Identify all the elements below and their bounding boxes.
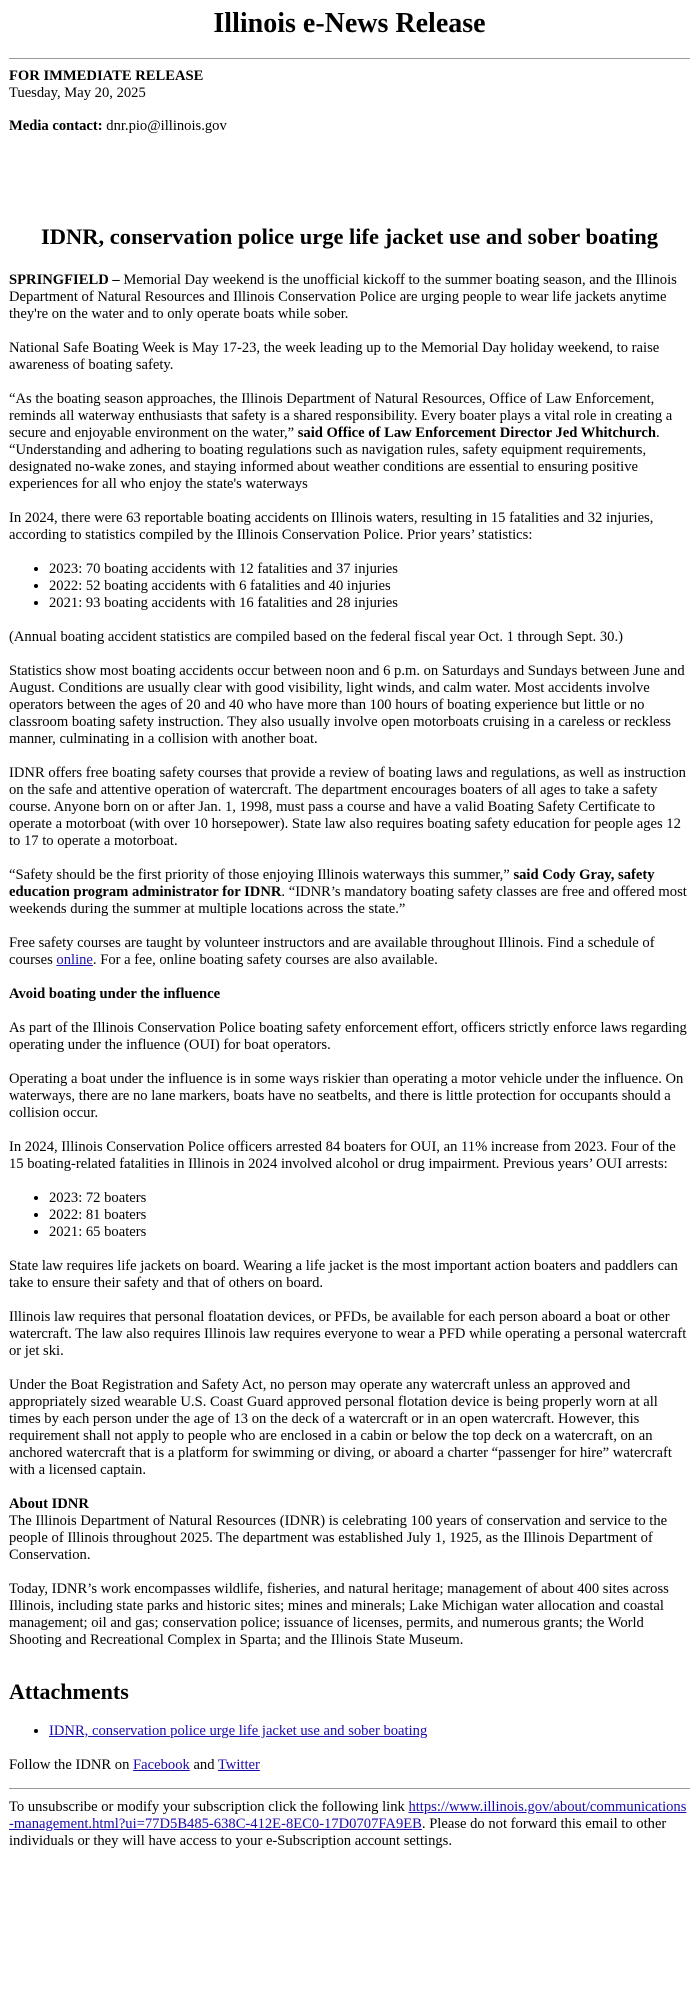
about-heading: About IDNR xyxy=(9,1496,89,1512)
paragraph-accident-patterns: Statistics show most boating accidents occur between noon and 6 p.m. on Saturdays and Sundays between June and August. Conditions are usually clear with good visibility, light winds, and calm water. Most accidents involve operators between the ages of 20 and 40 who have more than 100 hours of boating experience but little or no classroom boating safety instruction. They also usually involve open motorboats cruising in a careless or reckless manner, culminating in a collision with another boat. xyxy=(9,663,685,747)
attachments-heading: Attachments xyxy=(9,1679,129,1704)
media-contact xyxy=(9,118,690,135)
list-item: • 2022: 81 boaters xyxy=(49,1207,690,1224)
quote-attribution: said Cody Gray, safety education program administrator for IDNR xyxy=(9,867,655,900)
list-item: • 2023: 72 boaters xyxy=(49,1190,690,1207)
dateline: SPRINGFIELD – xyxy=(9,272,120,288)
follow-line: Follow the IDNR on Facebook and Twitter xyxy=(9,1757,260,1773)
paragraph-quote-whitchurch: “As the boating season approaches, the Illinois Department of Natural Resources, Office of Law Enforcement, reminds all waterway enthusiasts that safety is a shared responsibility. Every boater plays a vital role in creating a secure and enjoyable environment on the water,” said Office of Law Enforcement Director Jed Whitchurch. “Understanding and adhering to boating regulations such as navigation rules, safety equipment requirements, designated no-wake zones, and staying informed about weather conditions are essential to ensuring positive experiences for all who enjoy the state's waterways xyxy=(9,391,673,492)
masthead-divider xyxy=(9,58,690,59)
quote-attribution: said Office of Law Enforcement Director Jed Whitchurch xyxy=(297,425,656,441)
accident-stats-list xyxy=(9,561,690,612)
headline: IDNR, conservation police urge life jacket use and sober boating xyxy=(40,224,659,249)
unsubscribe-footer: To unsubscribe or modify your subscription click the following link https://www.illinois.gov/about/communications-management.html?ui=77D5B485-638C-412E-8EC0-17D0707FA9EB. Please do not forward this email to other individuals or they will have access to your e-Subscription account settings. xyxy=(9,1799,687,1849)
paragraph-life-jackets: State law requires life jackets on board. Wearing a life jacket is the most important action boaters and paddlers can take to ensure their safety and that of others on board. xyxy=(9,1258,678,1291)
paragraph-oui-risk: Operating a boat under the influence is in some ways riskier than operating a motor vehicle under the influence. On waterways, there are no lane markers, boats have no seatbelts, and there is little protection for occupants should a collision occur. xyxy=(9,1071,684,1121)
paragraph-about-1: The Illinois Department of Natural Resources (IDNR) is celebrating 100 years of conservation and service to the people of Illinois throughout 2025. The department was established July 1, 1925, as the Illinois Department of Conservation. xyxy=(9,1513,668,1563)
paragraph-oui-arrests: In 2024, Illinois Conservation Police officers arrested 84 boaters for OUI, an 11% increase from 2023. Four of the 15 boating-related fatalities in Illinois in 2024 involved alcohol or drug impairment. Previous years’ OUI arrests: xyxy=(9,1139,676,1172)
media-contact-label: Media contact: xyxy=(9,118,103,134)
paragraph-pfd-law: Illinois law requires that personal floatation devices, or PFDs, be available for each person aboard a boat or other watercraft. The law also requires Illinois law requires everyone to wear a PFD while operating a personal watercraft or jet ski. xyxy=(9,1309,687,1359)
release-label: FOR IMMEDIATE RELEASE xyxy=(9,68,204,84)
facebook-link[interactable]: Facebook xyxy=(133,1757,190,1773)
paragraph-2024-accidents: In 2024, there were 63 reportable boating accidents on Illinois waters, resulting in 15 fatalities and 32 injuries, according to statistics compiled by the Illinois Conservation Police. Prior years’ statistics: xyxy=(9,510,654,543)
media-contact-email: dnr.pio@illinois.gov xyxy=(102,118,227,134)
paragraph-about-2: Today, IDNR’s work encompasses wildlife, fisheries, and natural heritage; management of about 400 sites across Illinois, including state parks and historic sites; mines and minerals; Lake Michigan water allocation and coastal management; oil and gas; conservation police; issuance of licenses, permits, and numerous grants; the World Shooting and Recreational Complex in Sparta; and the Illinois State Museum. xyxy=(9,1581,669,1648)
paragraph-oui-enforcement: As part of the Illinois Conservation Police boating safety enforcement effort, officers strictly enforce laws regarding operating under the influence (OUI) for boat operators. xyxy=(9,1020,687,1053)
subhead-avoid-oui: Avoid boating under the influence xyxy=(9,986,221,1002)
paragraph-free-courses: Free safety courses are taught by volunteer instructors and are available throughout Illinois. Find a schedule of courses online. For a fee, online boating safety courses are also available. xyxy=(9,935,655,968)
paragraph-safe-boating-week: National Safe Boating Week is May 17-23, the week leading up to the Memorial Day holiday weekend, to raise awareness of boating safety. xyxy=(9,340,660,373)
release-info xyxy=(9,68,690,102)
paragraph-fiscal-year-note: (Annual boating accident statistics are compiled based on the federal fiscal year Oct. 1 through Sept. 30.) xyxy=(9,629,623,645)
attachment-item xyxy=(49,1723,690,1740)
paragraph-safety-courses: IDNR offers free boating safety courses that provide a review of boating laws and regulations, as well as instruction on the safe and attentive operation of watercraft. The department encourages boaters of all ages to take a safety course. Anyone born on or after Jan. 1, 1998, must pass a course and have a valid Boating Safety Certificate to operate a motorboat (with over 10 horsepower). State law also requires boating safety education for people ages 12 to 17 to operate a motorboat. xyxy=(9,765,686,849)
list-item: • 2023: 70 boating accidents with 12 fatalities and 37 injuries xyxy=(49,561,690,578)
paragraph-intro: SPRINGFIELD – Memorial Day weekend is the unofficial kickoff to the summer boating season, and the Illinois Department of Natural Resources and Illinois Conservation Police are urging people to wear life jackets anytime they're on the water and to only operate boats while sober. xyxy=(9,272,677,322)
release-date: Tuesday, May 20, 2025 xyxy=(9,85,146,101)
oui-stats-list xyxy=(9,1190,690,1241)
list-item: • 2021: 93 boating accidents with 16 fatalities and 28 injuries xyxy=(49,595,690,612)
masthead-title: Illinois e-News Release xyxy=(213,8,486,39)
twitter-link[interactable]: Twitter xyxy=(217,1757,260,1773)
courses-online-link[interactable]: online xyxy=(56,952,93,968)
footer-divider xyxy=(9,1788,690,1789)
paragraph-registration-act: Under the Boat Registration and Safety Act, no person may operate any watercraft unless an approved and appropriately sized wearable U.S. Coast Guard approved personal flotation device is being properly worn at all times by each person under the age of 13 on the deck of a watercraft or in an open watercraft. However, this requirement shall not apply to people who are enclosed in a cabin or below the top deck on a watercraft, on an anchored watercraft that is a platform for swimming or diving, or aboard a charter “passenger for hire” watercraft with a licensed captain. xyxy=(9,1377,672,1478)
paragraph-quote-gray: “Safety should be the first priority of those enjoying Illinois waterways this summer,” said Cody Gray, safety education program administrator for IDNR. “IDNR’s mandatory boating safety classes are free and offered most weekends during the summer at multiple locations across the state.” xyxy=(9,867,687,917)
attachments-list xyxy=(9,1723,690,1740)
unsubscribe-link[interactable]: https://www.illinois.gov/about/communications-management.html?ui=77D5B485-638C-412E-8EC0-17D0707FA9EB xyxy=(9,1799,687,1832)
list-item: • 2022: 52 boating accidents with 6 fatalities and 40 injuries xyxy=(49,578,690,595)
attachment-link[interactable]: IDNR, conservation police urge life jacket use and sober boating xyxy=(49,1723,428,1739)
list-item: • 2021: 65 boaters xyxy=(49,1224,690,1241)
